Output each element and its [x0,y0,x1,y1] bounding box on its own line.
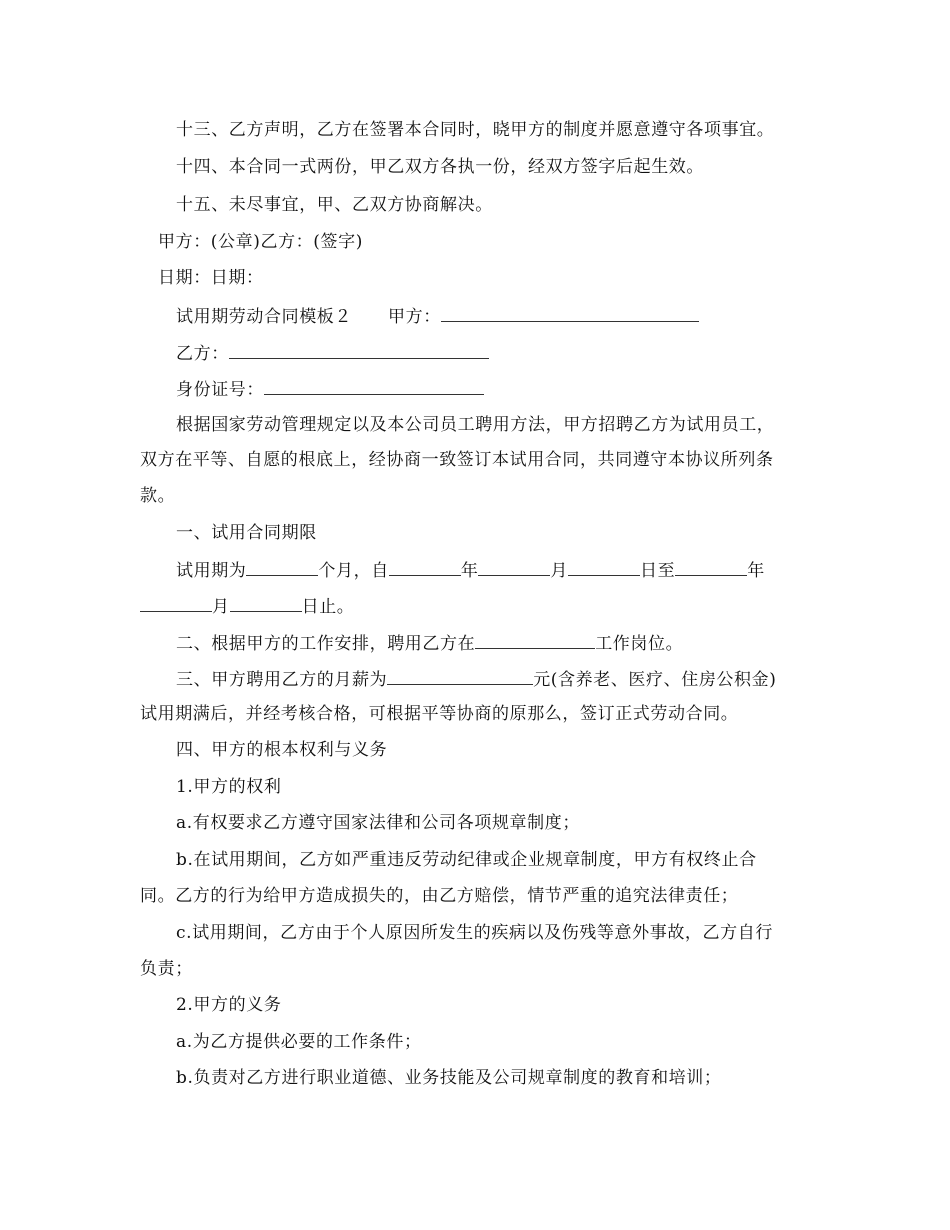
intro-line-2: 双方在平等、自愿的根底上，经协商一致签订本试用合同，共同遵守本协议所列条 [140,450,774,470]
start-day-blank [568,557,640,576]
month-text: 月 [550,561,569,581]
section-4-heading: 四、甲方的根本权利与义务 [176,740,388,760]
right-b-line-2: 同。乙方的行为给甲方造成损失的，由乙方赔偿，情节严重的追究法律责任； [140,886,739,906]
clause-15: 十五、未尽事宜，甲、乙双方协商解决。 [176,195,493,215]
position-blank [475,630,595,649]
party-b-blank [229,340,489,359]
section-3-row [176,666,776,692]
duty-b: b.负责对乙方进行职业道德、业务技能及公司规章制度的教育和培训； [176,1068,722,1088]
end-year-text: 年 [747,561,765,581]
party-a-blank [441,303,699,322]
signature-line: 甲方：(公章)乙方：(签字) [158,232,363,252]
duties-heading: 2.甲方的义务 [176,995,282,1015]
year-text: 年 [460,561,479,581]
section-1-heading: 一、试用合同期限 [176,523,317,543]
end-day-text: 日止。 [301,597,355,617]
intro-line-3: 款。 [140,486,176,506]
contract-title-row [176,303,699,329]
probation-text: 试用期为 [176,561,247,581]
right-c-line-2: 负责； [140,959,193,979]
months-blank [246,557,318,576]
section-2-tail: 工作岗位。 [595,634,684,654]
clause-14: 十四、本合同一式两份，甲乙双方各执一份，经双方签字后起生效。 [176,157,704,177]
start-year-blank [389,557,461,576]
id-row [176,376,484,402]
clause-13: 十三、乙方声明，乙方在签署本合同时，晓甲方的制度并愿意遵守各项事宜。 [176,120,775,140]
right-a: a.有权要求乙方遵守国家法律和公司各项规章制度； [176,813,580,833]
day-to-text: 日至 [640,561,676,581]
end-month-blank [140,593,212,612]
party-b-row [176,340,489,366]
end-year-blank [675,557,747,576]
section-3-text: 三、甲方聘用乙方的月薪为 [176,670,388,690]
section-2-row [176,630,683,656]
salary-blank [387,666,533,685]
contract-title: 试用期劳动合同模板２ [176,307,352,327]
right-c-line-1: c.试用期间，乙方由于个人原因所发生的疾病以及伤残等意外事故，乙方自行 [176,923,773,943]
end-day-blank [230,593,302,612]
section-3-line-2: 试用期满后，并经考核合格，可根据平等协商的原那么，签订正式劳动合同。 [140,704,739,724]
end-month-text: 月 [212,597,230,617]
months-text: 个月，自 [318,561,389,581]
party-a-label: 甲方： [388,307,441,327]
id-label: 身份证号： [176,380,264,400]
probation-period-row-2 [140,593,354,619]
party-b-label: 乙方： [176,344,229,364]
right-b-line-1: b.在试用期间，乙方如严重违反劳动纪律或企业规章制度，甲方有权终止合 [176,850,757,870]
rights-heading: 1.甲方的权利 [176,777,282,797]
intro-line-1: 根据国家劳动管理规定以及本公司员工聘用方法，甲方招聘乙方为试用员工， [176,415,775,435]
duty-a: a.为乙方提供必要的工作条件； [176,1032,422,1052]
id-blank [264,376,484,395]
start-month-blank [478,557,550,576]
probation-period-row [176,557,765,583]
section-2-text: 二、根据甲方的工作安排，聘用乙方在 [176,634,476,654]
section-3-tail: 元(含养老、医疗、住房公积金) [533,670,777,690]
date-line: 日期：日期： [158,268,264,288]
